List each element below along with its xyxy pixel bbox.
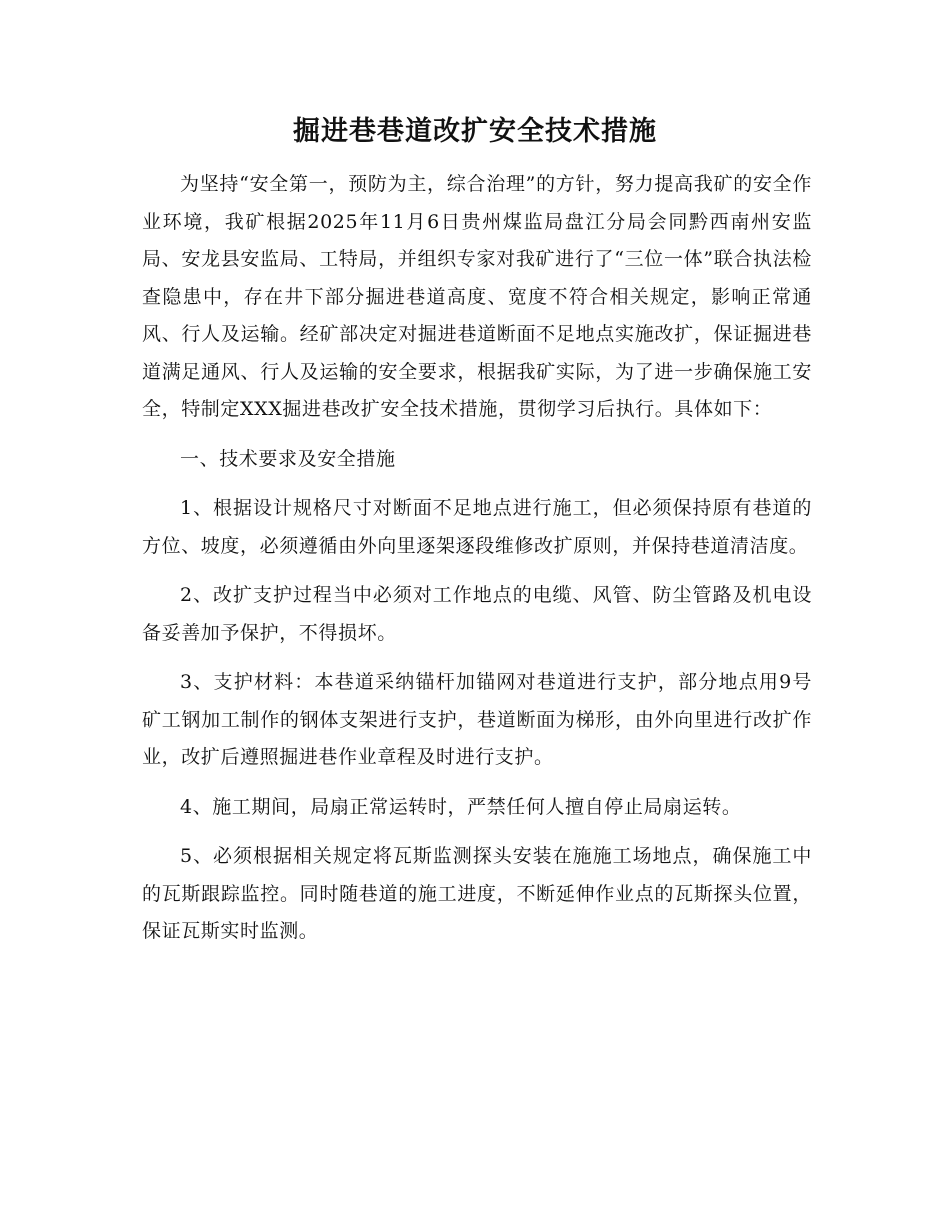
- intro-paragraph: 为坚持“安全第一，预防为主，综合治理”的方针，努力提高我矿的安全作业环境，我矿根据2025年11月6日贵州煤监局盘江分局会同黔西南州安监局、安龙县安监局、工特局，并组织专家对我矿进行了“三位一体”联合执法检查隐患中，存在井下部分掘进巷道高度、宽度不符合相关规定，影响正常通风、行人及运输。经矿部决定对掘进巷道断面不足地点实施改扩，保证掘进巷道满足通风、行人及运输的安全要求，根据我矿实际，为了进一步确保施工安全，特制定XXX掘进巷改扩安全技术措施，贯彻学习后执行。具体如下：: [142, 173, 812, 420]
- list-item: 2、改扩支护过程当中必须对工作地点的电缆、风管、防尘管路及机电设备妥善加予保护，不得损坏。: [142, 584, 812, 644]
- document-title: 掘进巷巷道改扩安全技术措施: [293, 116, 657, 147]
- list-item: 1、根据设计规格尺寸对断面不足地点进行施工，但必须保持原有巷道的方位、坡度，必须遵循由外向里逐架逐段维修改扩原则，并保持巷道清洁度。: [142, 497, 812, 557]
- list-item: 5、必须根据相关规定将瓦斯监测探头安装在施施工场地点，确保施工中的瓦斯跟踪监控。同时随巷道的施工进度，不断延伸作业点的瓦斯探头位置，保证瓦斯实时监测。: [142, 845, 812, 942]
- list-item: 4、施工期间，局扇正常运转时，严禁任何人擅自停止局扇运转。: [180, 795, 742, 818]
- section-heading: 一、技术要求及安全措施: [180, 447, 396, 470]
- document-body: [142, 166, 812, 963]
- list-item: 3、支护材料：本巷道采纳锚杆加锚网对巷道进行支护，部分地点用9号矿工钢加工制作的钢体支架进行支护，巷道断面为梯形，由外向里进行改扩作业，改扩后遵照掘进巷作业章程及时进行支护。: [142, 671, 812, 768]
